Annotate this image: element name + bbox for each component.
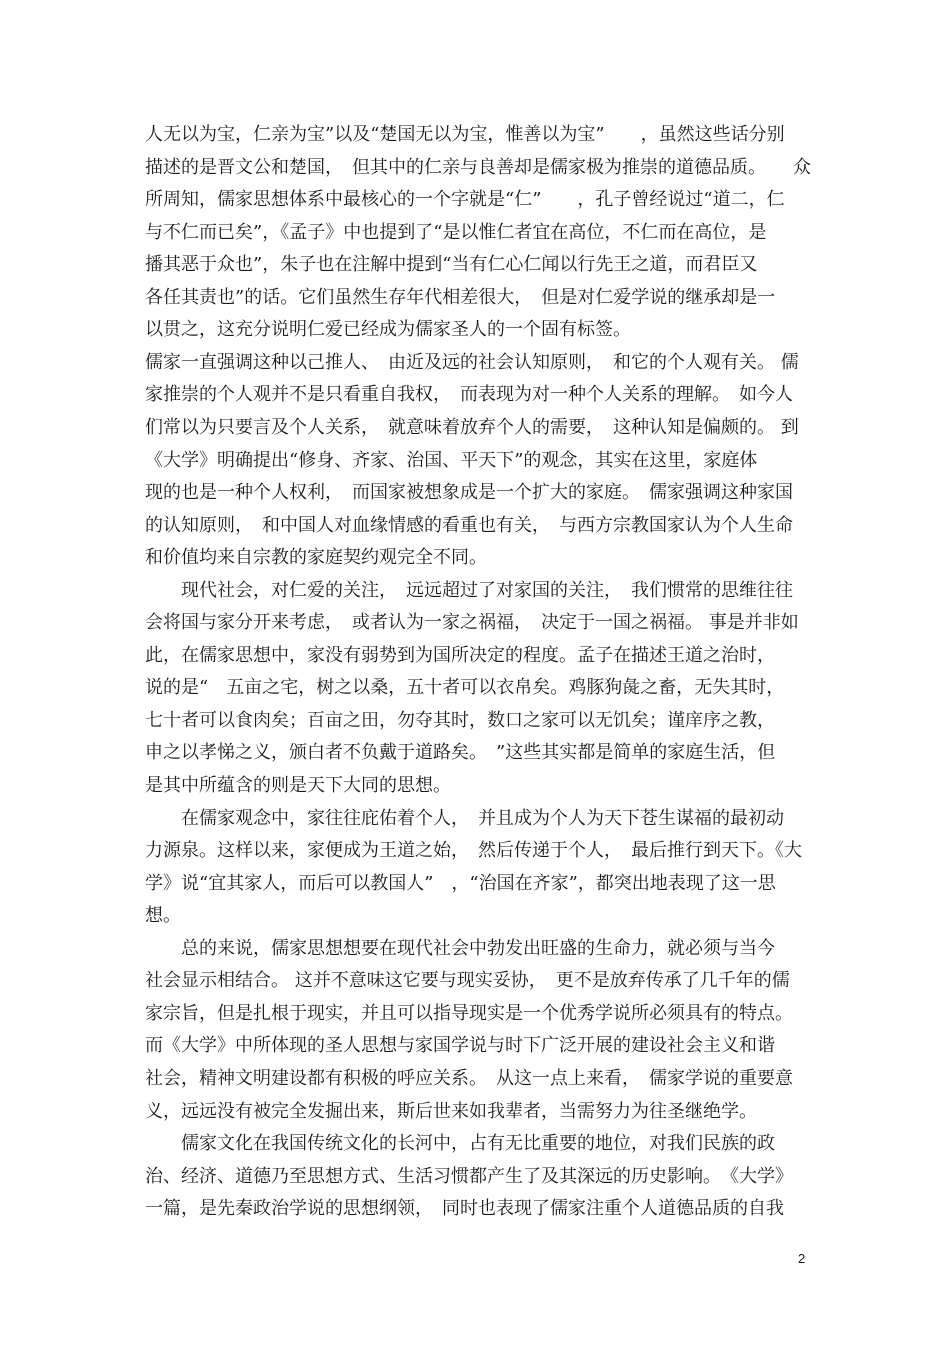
text-line: 的认知原则， 和中国人对血缘情感的看重也有关， 与西方宗教国家认为个人生命 (145, 514, 793, 536)
text-line: 义，远远没有被完全发掘出来，斯后世来如我辈者，当需努力为往圣继绝学。 (145, 1100, 757, 1122)
text-line: 与不仁而已矣”，《孟子》中也提到了“是以惟仁者宜在高位，不仁而在高位，是 (145, 221, 767, 243)
text-line: 人无以为宝，仁亲为宝”以及“楚国无以为宝，惟善以为宝” ，虽然这些话分别 (145, 124, 785, 145)
text-line: 所周知，儒家思想体系中最核心的一个字就是“仁” ，孔子曾经说过“道二，仁 (145, 189, 785, 211)
text-line: 在儒家观念中，家往往庇佑着个人， 并且成为个人为天下苍生谋福的最初动 (145, 807, 784, 829)
text-line: 说的是“ 五亩之宅，树之以桑，五十者可以衣帛矣。鸡豚狗彘之畜，无失其时， (145, 677, 785, 699)
text-line: 各任其责也”的话。它们虽然生存年代相差很大， 但是对仁爱学说的继承却是一 (145, 286, 776, 308)
text-line: 以贯之，这充分说明仁爱已经成为儒家圣人的一个固有标签。 (145, 319, 631, 341)
text-line: 们常以为只要言及个人关系， 就意味着放弃个人的需要， 这种认知是偏颇的。 到 (145, 416, 799, 438)
text-line: 播其恶于众也”，朱子也在注解中提到“当有仁心仁闻以行先王之道，而君臣又 (145, 254, 758, 276)
text-line: 描述的是晋文公和楚国， 但其中的仁亲与良善却是儒家极为推崇的道德品质。 众 (145, 156, 811, 178)
text-line: 现代社会，对仁爱的关注， 远远超过了对家国的关注， 我们惯常的思维往往 (145, 579, 793, 601)
text-line: 家推崇的个人观并不是只看重自我权， 而表现为对一种个人关系的理解。 如今人 (145, 384, 793, 406)
text-line: 《大学》明确提出“修身、齐家、治国、平天下”的观念，其实在这里，家庭体 (145, 449, 758, 471)
text-line: 一篇，是先秦政治学说的思想纲领， 同时也表现了儒家注重个人道德品质的自我 (145, 1198, 784, 1220)
text-line: 是其中所蕴含的则是天下大同的思想。 (145, 775, 451, 796)
text-line: 申之以孝悌之义，颁白者不负戴于道路矣。 ”这些其实都是简单的家庭生活，但 (145, 742, 776, 764)
text-line: 力源泉。这样以来，家便成为王道之始， 然后传递于个人， 最后推行到天下。《大 (145, 840, 802, 862)
text-line: 社会，精神文明建设都有积极的呼应关系。 从这一点上来看， 儒家学说的重要意 (145, 1067, 793, 1089)
text-line: 社会显示相结合。 这并不意味这它要与现实妥协， 更不是放弃传承了几千年的儒 (145, 970, 790, 992)
text-line: 家宗旨，但是扎根于现实，并且可以指导现实是一个优秀学说所必须具有的特点。 (145, 1002, 793, 1024)
text-line: 此，在儒家思想中，家没有弱势到为国所决定的程度。孟子在描述王道之治时， (145, 644, 775, 666)
text-line: 会将国与家分开来考虑， 或者认为一家之祸福， 决定于一国之祸福。 事是并非如 (145, 612, 799, 634)
text-line: 儒家文化在我国传统文化的长河中，占有无比重要的地位，对我们民族的政 (145, 1133, 775, 1154)
text-line: 治、经济、道德乃至思想方式、生活习惯都产生了及其深远的历史影响。 《大学》 (145, 1165, 793, 1187)
text-line: 而《大学》中所体现的圣人思想与家国学说与时下广泛开展的建设社会主义和谐 (145, 1035, 775, 1057)
text-line: 和价值均来自宗教的家庭契约观完全不同。 (145, 547, 487, 569)
text-line: 想。 (145, 905, 181, 927)
text-line: 现的也是一种个人权利， 而国家被想象成是一个扩大的家庭。 儒家强调这种家国 (145, 482, 793, 503)
text-line: 七十者可以食肉矣；百亩之田，勿夺其时，数口之家可以无饥矣；谨庠序之教， (145, 709, 775, 731)
text-line: 总的来说，儒家思想想要在现代社会中勃发出旺盛的生命力，就必须与当今 (145, 937, 775, 959)
text-line: 儒家一直强调这种以己推人、 由近及远的社会认知原则， 和它的个人观有关。 儒 (145, 351, 799, 373)
text-line: 学》说“宜其家人，而后可以教国人” ，“治国在齐家”，都突出地表现了这一思 (145, 872, 776, 894)
page-number: 2 (798, 1251, 806, 1266)
